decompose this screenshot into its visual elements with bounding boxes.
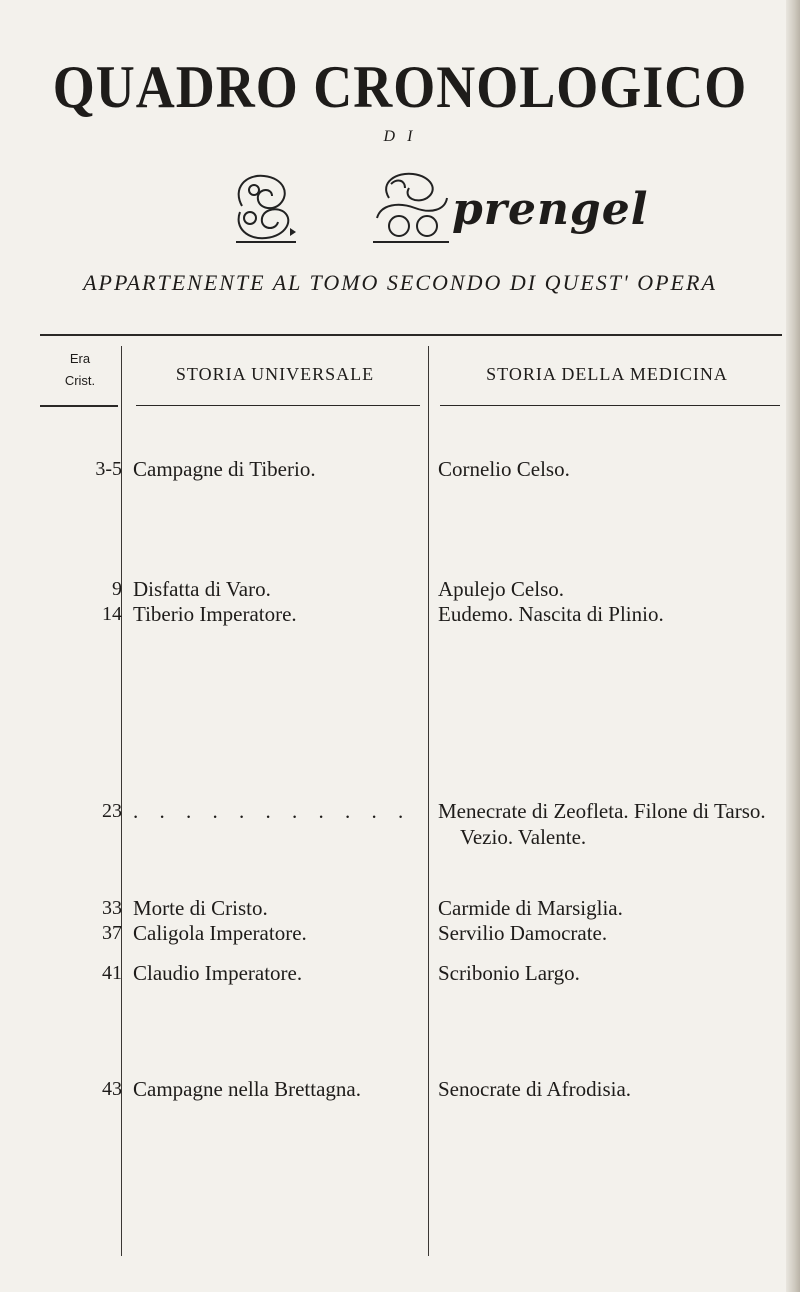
row-universale: Campagne di Tiberio. bbox=[133, 457, 316, 481]
row-year: 41 bbox=[102, 962, 122, 984]
row-year: 43 bbox=[102, 1078, 122, 1100]
row-universale: Claudio Imperatore. bbox=[133, 961, 303, 985]
row-universale: . . . . . . . . . . . bbox=[133, 799, 412, 823]
row-year: 14 bbox=[102, 603, 122, 625]
row-year: 33 bbox=[102, 897, 122, 919]
table-top-rule bbox=[40, 334, 782, 336]
header-storia-medicina: STORIA DELLA MEDICINA bbox=[486, 364, 728, 384]
row-medicina: Servilio Damocrate. bbox=[438, 921, 608, 945]
row-medicina: Eudemo. Nascita di Plinio. bbox=[438, 602, 664, 626]
header-storia-universale: STORIA UNIVERSALE bbox=[175, 364, 375, 384]
row-year: 37 bbox=[102, 922, 122, 944]
row-medicina: Carmide di Marsiglia. bbox=[438, 896, 623, 920]
title-connector: D I bbox=[383, 128, 417, 145]
row-medicina: Apulejo Celso. bbox=[438, 577, 564, 601]
row-universale: Disfatta di Varo. bbox=[133, 577, 271, 601]
author-name-gothic: prengel bbox=[452, 184, 649, 235]
row-medicina: Scribonio Largo. bbox=[438, 961, 580, 985]
monogram-ornament-right bbox=[369, 168, 453, 248]
row-year: 9 bbox=[112, 578, 122, 600]
header-era-line1: Era bbox=[69, 351, 91, 366]
row-year: 23 bbox=[102, 800, 122, 822]
page-edge bbox=[786, 0, 800, 1292]
row-year: 3-5 bbox=[95, 458, 122, 480]
row-universale: Caligola Imperatore. bbox=[133, 921, 307, 945]
header-era bbox=[40, 348, 120, 392]
row-medicina: Menecrate di Zeofleta. Filone di Tarso. Vezio. Valente. bbox=[438, 799, 766, 849]
page-title: QUADRO CRONOLOGICO bbox=[52, 53, 748, 121]
header-era-line2: Crist. bbox=[64, 373, 96, 388]
row-medicina: Cornelio Celso. bbox=[438, 457, 570, 481]
row-universale: Campagne nella Brettagna. bbox=[133, 1077, 361, 1101]
row-universale: Tiberio Imperatore. bbox=[133, 602, 297, 626]
column-divider-right bbox=[428, 346, 429, 1256]
row-universale: Morte di Cristo. bbox=[133, 896, 268, 920]
monogram-ornament-left bbox=[228, 168, 304, 246]
row-medicina: Senocrate di Afrodisia. bbox=[438, 1077, 632, 1101]
medicina-header-rule bbox=[440, 405, 780, 406]
universale-header-rule bbox=[136, 405, 420, 406]
era-header-rule bbox=[40, 405, 118, 407]
subtitle: APPARTENENTE AL TOMO SECONDO DI QUEST' OPERA bbox=[83, 270, 717, 295]
